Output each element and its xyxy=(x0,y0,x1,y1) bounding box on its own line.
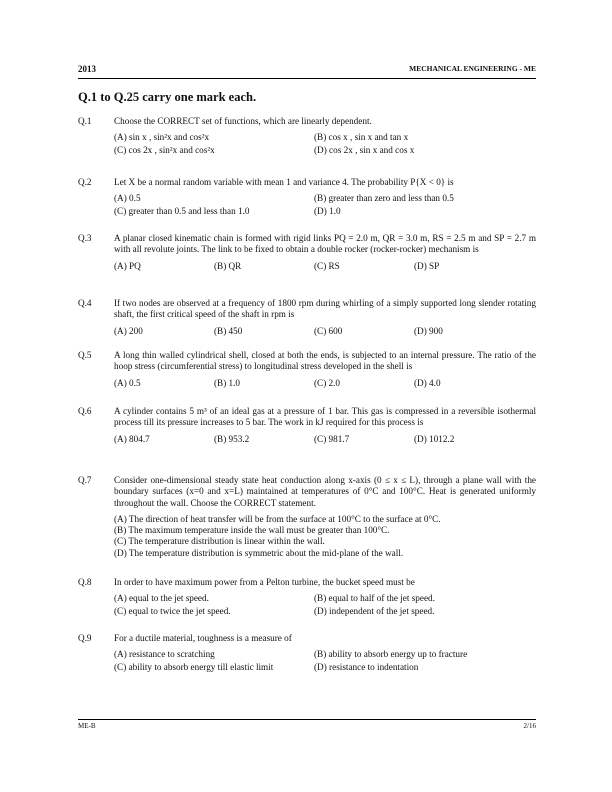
option-b: (B) cos x , sin x and tan x xyxy=(314,132,409,143)
option-a: (A) 0.5 xyxy=(114,377,141,388)
option-c: (C) RS xyxy=(314,260,340,271)
question-number: Q.4 xyxy=(78,298,92,308)
option-c: (C) 600 xyxy=(314,325,343,336)
question-number: Q.5 xyxy=(78,350,92,360)
question-number: Q.6 xyxy=(78,406,92,416)
option-a: (A) resistance to scratching xyxy=(114,649,215,660)
option-d: (D) 4.0 xyxy=(414,377,441,388)
question-stem: Choose the CORRECT set of functions, which are linearly dependent. xyxy=(114,116,372,126)
question-6 xyxy=(78,406,536,445)
question-7 xyxy=(78,475,536,559)
paper-name: MECHANICAL ENGINEERING - ME xyxy=(409,64,536,73)
option-a: (A) The direction of heat transfer will be from the surface at 100°C to the surface at 0°C. xyxy=(114,513,441,524)
paper-code: ME-B xyxy=(78,722,96,730)
question-number: Q.8 xyxy=(78,577,92,587)
option-a: (A) 0.5 xyxy=(114,193,141,204)
option-a: (A) equal to the jet speed. xyxy=(114,593,209,604)
option-d: (D) The temperature distribution is symmetric about the mid-plane of the wall. xyxy=(114,547,404,558)
option-a: (A) 200 xyxy=(114,325,143,336)
exam-year: 2013 xyxy=(78,64,96,74)
question-1 xyxy=(78,116,536,156)
question-stem: A planar closed kinematic chain is formed with rigid links PQ = 2.0 m, QR = 3.0 m, RS = 2.5 m and SP = 2.7 m with all revolute joints. The link to be fixed to obtain a double rocker (rocker-rocker) mechanism is xyxy=(114,233,536,255)
question-stem: A cylinder contains 5 m³ of an ideal gas at a pressure of 1 bar. This gas is compressed in a reversible isothermal process till its pressure increases to 5 bar. The work in kJ required for this process is xyxy=(114,406,536,428)
page-number: 2/16 xyxy=(523,722,536,730)
option-c: (C) greater than 0.5 and less than 1.0 xyxy=(114,205,250,216)
option-b: (B) 450 xyxy=(214,325,243,336)
question-stem: A long thin walled cylindrical shell, closed at both the ends, is subjected to an internal pressure. The ratio of the hoop stress (circumferential stress) to longitudinal stress developed in the shell is xyxy=(114,350,536,372)
question-stem: Consider one-dimensional steady state heat conduction along x-axis (0 ≤ x ≤ L), through a plane wall with the boundary surfaces (x=0 and x=L) maintained at temperatures of 0°C and 100°C. Heat is generated uniformly throughout the wall. Choose the CORRECT statement. xyxy=(114,475,536,508)
option-d: (D) 900 xyxy=(414,325,443,336)
header-rule xyxy=(78,78,536,79)
option-d: (D) resistance to indentation xyxy=(314,661,419,672)
question-stem: If two nodes are observed at a frequency of 1800 rpm during whirling of a simply supported long slender rotating shaft, the first critical speed of the shaft in rpm is xyxy=(114,298,536,320)
option-d: (D) SP xyxy=(414,260,440,271)
option-b: (B) 1.0 xyxy=(214,377,241,388)
question-number: Q.1 xyxy=(78,116,92,126)
option-d: (D) 1012.2 xyxy=(414,433,455,444)
option-b: (B) greater than zero and less than 0.5 xyxy=(314,193,454,204)
option-a: (A) 804.7 xyxy=(114,433,150,444)
question-stem: For a ductile material, toughness is a measure of xyxy=(114,633,292,643)
question-3 xyxy=(78,233,536,272)
option-c: (C) equal to twice the jet speed. xyxy=(114,605,231,616)
option-d: (D) 1.0 xyxy=(314,205,341,216)
option-b: (B) The maximum temperature inside the wall must be greater than 100°C. xyxy=(114,525,390,536)
option-d: (D) independent of the jet speed. xyxy=(314,605,435,616)
option-a: (A) sin x , sin²x and cos²x xyxy=(114,132,210,143)
question-9 xyxy=(78,633,536,673)
question-2 xyxy=(78,177,536,217)
question-stem: In order to have maximum power from a Pelton turbine, the bucket speed must be xyxy=(114,577,415,587)
footer-rule xyxy=(78,719,536,720)
question-4 xyxy=(78,298,536,337)
question-number: Q.9 xyxy=(78,633,92,643)
question-stem: Let X be a normal random variable with mean 1 and variance 4. The probability P{X < 0} is xyxy=(114,177,454,187)
option-b: (B) ability to absorb energy up to fracture xyxy=(314,649,468,660)
option-c: (C) 981.7 xyxy=(314,433,350,444)
option-b: (B) 953.2 xyxy=(214,433,250,444)
option-b: (B) equal to half of the jet speed. xyxy=(314,593,435,604)
option-c: (C) 2.0 xyxy=(314,377,341,388)
option-c: (C) The temperature distribution is linear within the wall. xyxy=(114,536,325,547)
option-b: (B) QR xyxy=(214,260,242,271)
option-c: (C) cos 2x , sin²x and cos²x xyxy=(114,144,215,155)
question-8 xyxy=(78,577,536,617)
section-title: Q.1 to Q.25 carry one mark each. xyxy=(78,90,257,104)
question-number: Q.7 xyxy=(78,475,92,485)
question-number: Q.3 xyxy=(78,233,92,243)
question-5 xyxy=(78,350,536,389)
option-a: (A) PQ xyxy=(114,260,141,271)
question-number: Q.2 xyxy=(78,177,92,187)
option-c: (C) ability to absorb energy till elastic limit xyxy=(114,661,274,672)
option-d: (D) cos 2x , sin x and cos x xyxy=(314,144,415,155)
